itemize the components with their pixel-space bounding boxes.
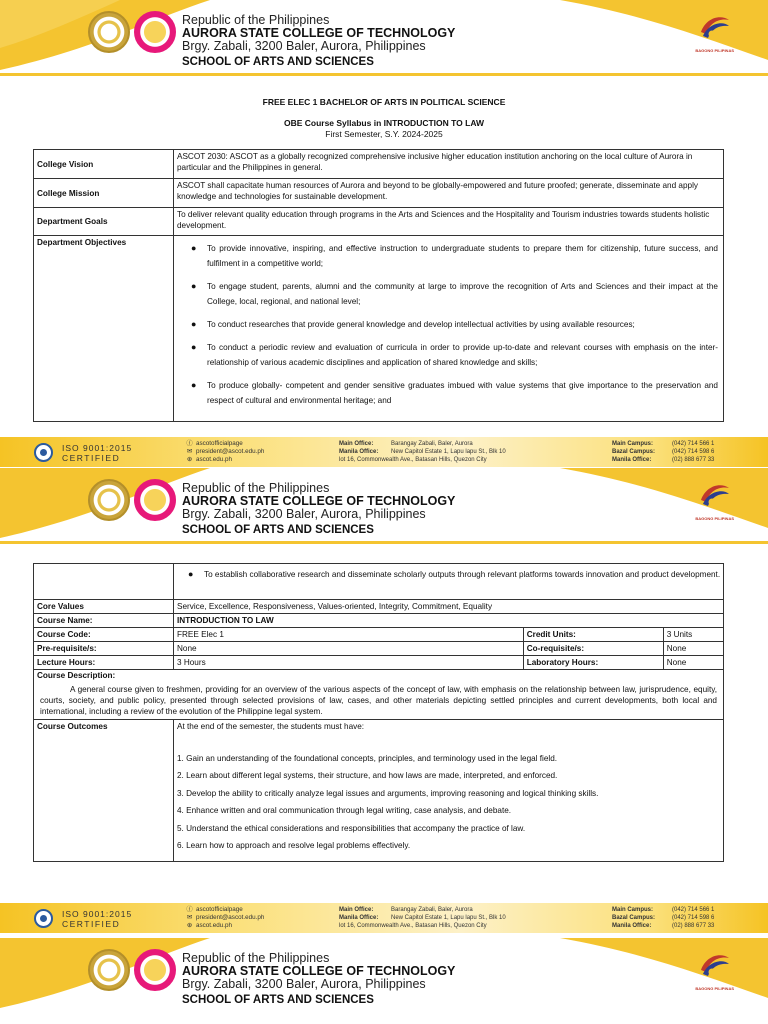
mission-label: College Mission [34, 179, 174, 208]
objectives-list [177, 237, 720, 420]
republic-text: Republic of the Philippines [182, 951, 330, 965]
email-icon: ✉ [186, 914, 193, 921]
list-item: ● To establish collaborative research and disseminate scholarly outputs through relevant platforms towards innovation and product development. [188, 567, 721, 582]
bagong-pilipinas-text: BAGONG PILIPINAS [695, 986, 734, 991]
page-header-3 [0, 938, 768, 1014]
semester-text: First Semester, S.Y. 2024-2025 [325, 129, 443, 139]
list-item: 6. Learn how to approach and resolve legal problems effectively. [177, 841, 411, 851]
list-item: 3. Develop the ability to critically analyze legal issues and arguments, improving reasoning and logical thinking skills. [177, 788, 599, 798]
core-values-label: Core Values [34, 600, 174, 614]
facebook-icon: ⓕ [186, 440, 193, 447]
objectives-label: Department Objectives [34, 236, 174, 422]
course-name-label: Course Name: [34, 614, 174, 628]
bagong-pilipinas-logo-icon [698, 950, 732, 984]
course-name-value: INTRODUCTION TO LAW [174, 614, 724, 628]
table-row [34, 179, 724, 208]
coreq-label: Co-requisite/s: [523, 642, 663, 656]
college-address: Brgy. Zabali, 3200 Baler, Aurora, Philippines [182, 507, 426, 521]
vision-mission-table [33, 149, 724, 422]
web-link[interactable]: ascot.edu.ph [196, 922, 233, 929]
facebook-icon: ⓕ [186, 906, 193, 913]
ascot-seal-icon [88, 949, 130, 991]
iso-text: ISO 9001:2015 [62, 909, 133, 919]
table-row [34, 642, 724, 656]
page-header-1 [0, 0, 768, 76]
header-divider [0, 541, 768, 544]
college-name: AURORA STATE COLLEGE OF TECHNOLOGY [182, 964, 456, 978]
course-info-table [33, 563, 724, 862]
document-title: FREE ELEC 1 BACHELOR OF ARTS IN POLITICAL SCIENCE [262, 97, 506, 107]
list-item: 1. Gain an understanding of the foundational concepts, principles, and terminology used in the legal field. [177, 754, 558, 763]
list-item: 4. Enhance written and oral communication through legal writing, case analysis, and debate. [177, 806, 512, 816]
email-link[interactable]: president@ascot.edu.ph [196, 448, 265, 455]
page-footer-1 [0, 437, 768, 467]
prereq-label: Pre-requisite/s: [34, 642, 174, 656]
ascot-seal-icon [88, 11, 130, 53]
bagong-pilipinas-logo-icon [698, 480, 732, 514]
facebook-link[interactable]: ascotofficialpage [196, 440, 243, 447]
lab-hours-label: Laboratory Hours: [523, 656, 663, 670]
republic-text: Republic of the Philippines [182, 13, 330, 27]
coreq-value: None [663, 642, 723, 656]
vision-value: ASCOT 2030: ASCOT as a globally recognized comprehensive inclusive higher education institution anchoring on the local culture of Aurora in particular and the Philippines in general. [174, 150, 724, 179]
school-seal-icon [134, 479, 176, 521]
table-row [34, 628, 724, 642]
globe-icon: ⊕ [186, 456, 193, 463]
core-values-value: Service, Excellence, Responsiveness, Values-oriented, Integrity, Commitment, Equality [174, 600, 724, 614]
school-seal-icon [134, 11, 176, 53]
lecture-hours-value: 3 Hours [174, 656, 524, 670]
bagong-pilipinas-text: BAGONG PILIPINAS [695, 516, 734, 521]
iso-certified: CERTIFIED [62, 453, 121, 463]
outcomes-label: Course Outcomes [34, 720, 174, 862]
lab-hours-value: None [663, 656, 723, 670]
credit-units-label: Credit Units: [523, 628, 663, 642]
college-name: AURORA STATE COLLEGE OF TECHNOLOGY [182, 494, 456, 508]
course-code-value: FREE Elec 1 [174, 628, 524, 642]
iso-seal-icon [34, 443, 53, 462]
list-item: 2. Learn about different legal systems, their structure, and how laws are made, interpreted, and enforced. [177, 771, 558, 781]
bagong-pilipinas-logo-icon [698, 12, 732, 46]
goals-value: To deliver relevant quality education through programs in the Arts and Sciences and the Hospitality and Tourism industries towards students holistic development. [174, 208, 724, 236]
list-item: 5. Understand the ethical considerations and responsibilities that accompany the practice of law. [177, 823, 526, 833]
list-item: ● To conduct a periodic review and evaluation of curricula in order to provide up-to-date and relevant courses with emphasis on the inter-relationship of various academic disciplines and application of shared knowledge and skills; [191, 340, 718, 370]
syllabus-title: OBE Course Syllabus in INTRODUCTION TO LAW [283, 118, 485, 128]
list-item: ● To conduct researches that provide general knowledge and develop intellectual activities by using available resources; [191, 317, 718, 332]
header-divider [0, 73, 768, 76]
globe-icon: ⊕ [186, 922, 193, 929]
table-row [34, 670, 724, 720]
list-item: ● To engage student, parents, alumni and the community at large to improve the recognition of Arts and Sciences and their impact at the College, local, regional, and national level; [191, 279, 718, 309]
page-header-2 [0, 468, 768, 544]
email-link[interactable]: president@ascot.edu.ph [196, 914, 265, 921]
table-row [34, 208, 724, 236]
prereq-value: None [174, 642, 524, 656]
description-label: Course Description: [37, 671, 116, 680]
table-row [34, 150, 724, 179]
table-row [34, 236, 724, 422]
credit-units-value: 3 Units [663, 628, 723, 642]
school-name: SCHOOL OF ARTS AND SCIENCES [182, 524, 374, 536]
page-footer-2 [0, 903, 768, 933]
footer-contacts [186, 440, 264, 464]
list-item: ● To produce globally- competent and gender sensitive graduates imbued with value systems that give importance to the preservation and respect of cultural and environmental heritage; and [191, 378, 718, 408]
footer-campuses: Main Campus: (042) 714 566 1 Bazal Campus: (042) 714 598 6 Manila Office: (02) 888 677 33 [612, 441, 715, 463]
college-address: Brgy. Zabali, 3200 Baler, Aurora, Philippines [182, 39, 426, 53]
iso-text: ISO 9001:2015 [62, 443, 133, 453]
republic-text: Republic of the Philippines [182, 481, 330, 495]
footer-offices: Main Office: Barangay Zabali, Baler, Aurora Manila Office: New Capitol Estate 1, Lapu lapu St., Blk 10 lot 16, Commonwealth Ave., Batasan Hills, Quezon City [339, 441, 506, 463]
bagong-pilipinas-text: BAGONG PILIPINAS [695, 48, 734, 53]
college-name: AURORA STATE COLLEGE OF TECHNOLOGY [182, 26, 456, 40]
iso-seal-icon [34, 909, 53, 928]
goals-label: Department Goals [34, 208, 174, 236]
table-row [34, 720, 724, 862]
footer-campuses: Main Campus: (042) 714 566 1 Bazal Campus: (042) 714 598 6 Manila Office: (02) 888 677 33 [612, 907, 715, 929]
course-code-label: Course Code: [34, 628, 174, 642]
footer-contacts [186, 906, 264, 930]
vision-label: College Vision [34, 150, 174, 179]
outcomes-intro: At the end of the semester, the students must have: [177, 722, 365, 731]
table-row [34, 614, 724, 628]
table-row [34, 600, 724, 614]
objectives-list-continued [174, 564, 723, 582]
email-icon: ✉ [186, 448, 193, 455]
web-link[interactable]: ascot.edu.ph [196, 456, 233, 463]
description-text: A general course given to freshmen, providing for an overview of the various aspects of the concept of law, with emphasis on the relationship between law, jurisprudence, equity, courts, society, and public policy, presented through selected provisions of law, cases, and other materials depicting settled principles and current developments, both local and international, including a review of the evolution of the Philippine legal system. [40, 685, 717, 716]
table-row [34, 656, 724, 670]
school-seal-icon [134, 949, 176, 991]
college-address: Brgy. Zabali, 3200 Baler, Aurora, Philippines [182, 977, 426, 991]
school-name: SCHOOL OF ARTS AND SCIENCES [182, 994, 374, 1006]
ascot-seal-icon [88, 479, 130, 521]
mission-value: ASCOT shall capacitate human resources of Aurora and beyond to be globally-empowered and future proofed; generate, disseminate and apply knowledge and technologies for sustainable development. [174, 179, 724, 208]
lecture-hours-label: Lecture Hours: [34, 656, 174, 670]
footer-offices: Main Office: Barangay Zabali, Baler, Aurora Manila Office: New Capitol Estate 1, Lapu lapu St., Blk 10 lot 16, Commonwealth Ave., Batasan Hills, Quezon City [339, 907, 506, 929]
facebook-link[interactable]: ascotofficialpage [196, 906, 243, 913]
list-item: ● To provide innovative, inspiring, and effective instruction to undergraduate students to prepare them for citizenship, future success, and fulfilment in a competitive world; [191, 241, 718, 271]
outcomes-list [177, 750, 720, 854]
iso-certified: CERTIFIED [62, 919, 121, 929]
school-name: SCHOOL OF ARTS AND SCIENCES [182, 56, 374, 68]
table-row [34, 564, 724, 600]
